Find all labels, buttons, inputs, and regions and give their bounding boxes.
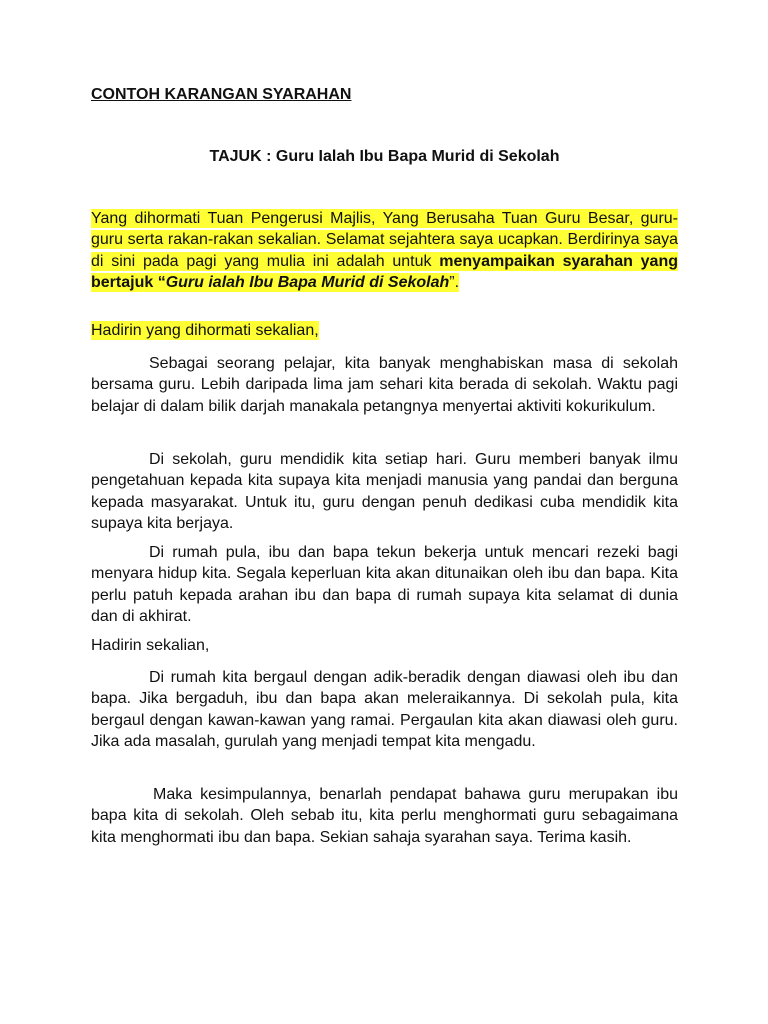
intro-text: Yang dihormati Tuan Pengerusi Majlis, Yang Berusaha Tuan Guru Besar, guru-guru serta rakan-rakan sekalian. Selamat sejahtera saya ucapkan. Berdirinya saya di sini pada pagi yang mulia ini adalah untuk [91, 210, 678, 270]
body-paragraph-3: Di rumah pula, ibu dan bapa tekun bekerja untuk mencari rezeki bagi menyara hidup kita. Segala keperluan kita akan ditunaikan oleh ibu dan bapa. Kita perlu patuh kepada arahan ibu dan bapa di rumah supaya kita selamat di dunia dan di akhirat. [91, 544, 678, 626]
greeting-text: Hadirin yang dihormati sekalian, [91, 322, 319, 339]
body-paragraph-1: Sebagai seorang pelajar, kita banyak menghabiskan masa di sekolah bersama guru. Lebih daripada lima jam sehari kita berada di sekolah. Waktu pagi belajar di dalam bilik darjah manakala petangnya menyertai aktiviti kokurikulum. [91, 355, 678, 415]
speech-title: TAJUK : Guru Ialah Ibu Bapa Murid di Sekolah [209, 148, 560, 165]
intro-speech-topic: Guru ialah Ibu Bapa Murid di Sekolah [165, 274, 450, 292]
document-page [91, 0, 678, 1024]
body-paragraph-5: Maka kesimpulannya, benarlah pendapat bahawa guru merupakan ibu bapa kita di sekolah. Oleh sebab itu, kita perlu menghormati guru sebagaimana kita menghormati ibu dan bapa. Sekian sahaja syarahan saya. Terima kasih. [91, 786, 678, 846]
greeting-paragraph [91, 320, 678, 341]
intro-text-bold: menyampaikan syarahan yang bertajuk “ [91, 252, 679, 292]
intro-paragraph [91, 208, 678, 294]
document-heading: CONTOH KARANGAN SYARAHAN [91, 86, 352, 103]
intro-text-end: ”. [449, 274, 460, 292]
body-paragraph-2: Di sekolah, guru mendidik kita setiap hari. Guru memberi banyak ilmu pengetahuan kepada kita supaya kita menjadi manusia yang pandai dan berguna kepada masyarakat. Untuk itu, guru dengan penuh dedikasi cuba mendidik kita supaya kita berjaya. [91, 451, 678, 533]
greeting-paragraph-2: Hadirin sekalian, [91, 637, 210, 654]
body-paragraph-4: Di rumah kita bergaul dengan adik-beradik dengan diawasi oleh ibu dan bapa. Jika bergaduh, ibu dan bapa akan meleraikannya. Di sekolah pula, kita bergaul dengan kawan-kawan yang ramai. Pergaulan kita akan diawasi oleh guru. Jika ada masalah, gurulah yang menjadi tempat kita mengadu. [91, 669, 678, 751]
